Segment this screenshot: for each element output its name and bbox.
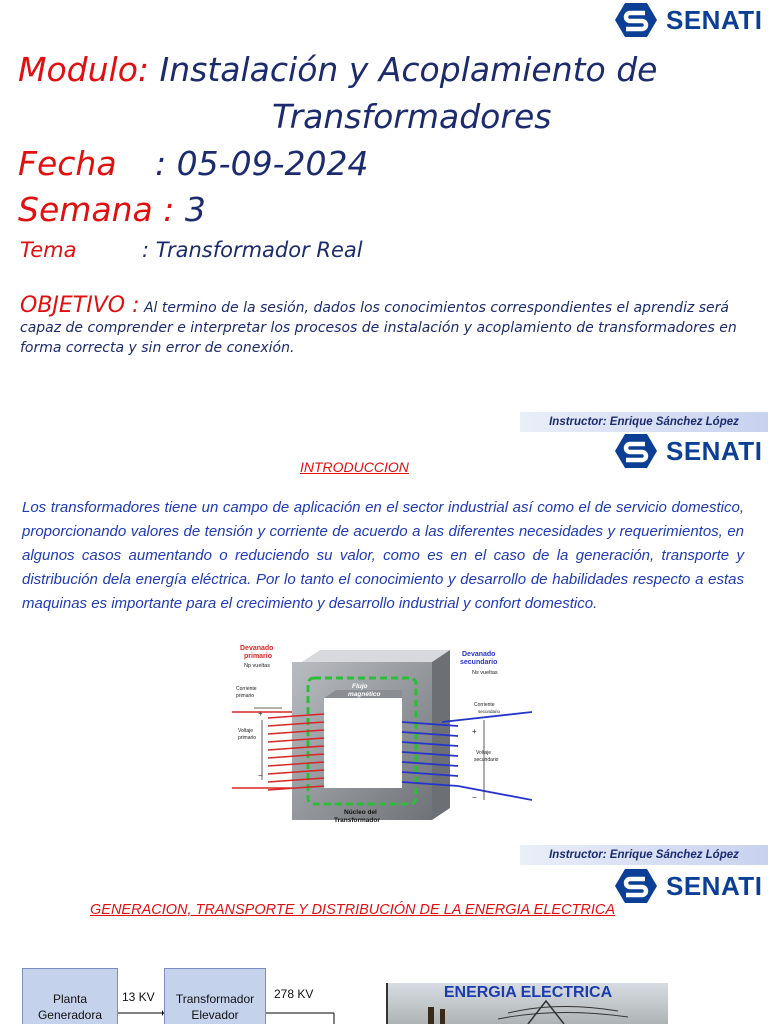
core-label: Núcleo del [344, 809, 377, 816]
primary-voltage-label: primario [238, 735, 257, 741]
senati-logo [614, 433, 762, 469]
generation-heading: GENERACION, TRANSPORTE Y DISTRIBUCIÓN DE LA ENERGIA ELECTRICA [90, 902, 616, 918]
tower-graphic [388, 983, 668, 1024]
objective-label: OBJETIVO : [20, 293, 140, 318]
secondary-title: secundario [460, 659, 498, 666]
core-window [324, 698, 402, 788]
power-lines-photo [386, 983, 668, 1024]
secondary-current-label: secundario [478, 709, 501, 714]
week-line [18, 190, 206, 230]
topic-label: Tema [20, 238, 77, 262]
secondary-title: Devanado [462, 651, 496, 658]
date-line [18, 144, 368, 184]
module-label: Modulo: [18, 50, 150, 89]
primary-current-label: primario [236, 693, 255, 699]
secondary-voltage-label: secundario [474, 757, 499, 763]
date-label: Fecha [18, 144, 117, 183]
primary-minus: − [258, 771, 263, 780]
module-title-line1 [18, 50, 657, 90]
senati-logo-text: SENATI [666, 870, 763, 901]
senati-emblem-icon [614, 868, 658, 904]
intro-heading: INTRODUCCION [300, 459, 409, 475]
topic-line [20, 236, 363, 264]
transformer-diagram [232, 640, 532, 840]
voltage-278kv: 278 KV [274, 987, 314, 1001]
instructor-bar: Instructor: Enrique Sánchez López [520, 412, 768, 432]
senati-logo-text: SENATI [666, 4, 763, 35]
primary-turns: Np vueltas [244, 663, 270, 669]
primary-title: Devanado [240, 645, 274, 652]
date-value: : 05-09-2024 [155, 144, 369, 183]
secondary-minus: − [472, 793, 477, 802]
secondary-turns: Ns vueltas [472, 670, 498, 676]
week-label: Semana : [18, 190, 175, 229]
flux-label: magnético [348, 691, 381, 698]
module-name: Instalación y Acoplamiento de [159, 50, 658, 89]
core-label: Transformador [334, 817, 380, 824]
secondary-current-label: Corriente [474, 702, 495, 708]
power-plant-box: Planta Generadora [22, 968, 118, 1024]
intro-paragraph: Los transformadores tiene un campo de aplicación en el sector industrial así como el de servicio domestico, proporcionando valores de tensión y corriente de acuerdo a las diferentes necesidades y requerimientos, en algunos casos aumentando o reduciendo su valor, como es en el caso de la generación, transporte y distribución dela energía eléctrica. Por lo tanto el conocimiento y desarrollo de habilidades respecto a estas maquinas es importante para el crecimiento y desarrollo industrial y confort domestico. [22, 499, 744, 612]
step-up-transformer-box: Transformador Elevador [164, 968, 266, 1024]
primary-voltage-label: Voltaje [238, 728, 254, 734]
primary-title: primario [244, 653, 273, 660]
senati-logo [614, 868, 762, 904]
senati-emblem-icon [614, 433, 658, 469]
objective-text: Al termino de la sesión, dados los conocimientos correspondientes el aprendiz será capaz de comprender e interpretar los procesos de instalación y acoplamiento de transformadores en forma correcta y sin error de conexión. [20, 300, 737, 356]
photo-caption: ENERGIA ELECTRICA [443, 984, 613, 1001]
senati-logo-text: SENATI [666, 435, 763, 466]
connection-lines [118, 1005, 338, 1024]
senati-emblem-icon [614, 2, 658, 38]
core-top-face [302, 650, 450, 662]
week-value: 3 [184, 190, 206, 229]
primary-plus: + [258, 709, 263, 718]
primary-current-label: Corriente [236, 686, 257, 692]
objective-block [20, 293, 740, 358]
voltage-13kv: 13 KV [122, 990, 155, 1004]
secondary-voltage-label: Voltaje [476, 750, 492, 756]
module-title-line2: Transformadores [272, 97, 552, 136]
senati-logo [614, 2, 762, 38]
secondary-plus: + [472, 727, 477, 736]
instructor-bar: Instructor: Enrique Sánchez López [520, 845, 768, 865]
flux-label: Flujo [352, 683, 368, 690]
topic-value: : Transformador Real [142, 238, 363, 262]
